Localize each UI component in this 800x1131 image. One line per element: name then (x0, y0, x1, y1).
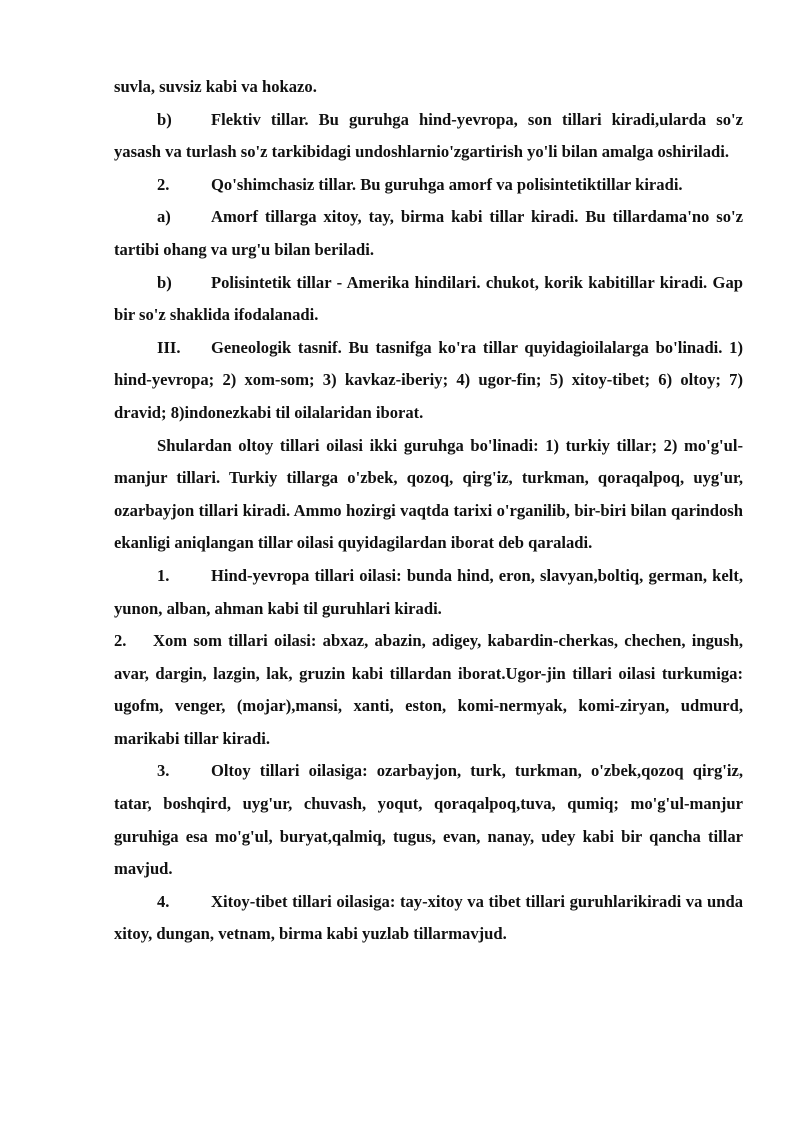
paragraph-amorf-tillar (114, 201, 743, 266)
paragraph-text: Geneologik tasnif. Bu tasnifga ko'ra tillar quyidagioilalarga bo'linadi. 1) hind-yevropa; 2) xom-som; 3) kavkaz-iberiy; 4) ugor-fin; 5) xitoy-tibet; 6) oltoy; 7) dravid; 8)indonezkabi til oilalaridan iborat. (114, 337, 743, 422)
paragraph-text: Oltoy tillari oilasiga: ozarbayjon, turk, turkman, o'zbek,qozoq qirg'iz, tatar, boshqird, uyg'ur, chuvash, yoqut, qoraqalpoq,tuva, qumiq; mo'g'ul-manjur guruhiga esa mo'g'ul, buryat,qalmiq, tugus, evan, nanay, udey kabi bir qancha tillar mavjud. (114, 761, 743, 879)
paragraph-text: Xom som tillari oilasi: abxaz, abazin, adigey, kabardin-cherkas, chechen, ingush, avar, dargin, lazgin, lak, gruzin kabi tillardan iborat.Ugor-jin tillari oilasi turkumiga: ugofm, venger, (mojar),mansi, xanti, eston, komi-nermyak, komi-ziryan, udmurd, marikabi tillar kiradi. (114, 631, 743, 748)
paragraph-text: Hind-yevropa tillari oilasi: bunda hind, eron, slavyan,boltiq, german, kelt, yunon, alban, ahman kabi til guruhlari kiradi. (114, 565, 743, 618)
paragraph-xitoy-tibet (114, 886, 743, 951)
list-marker: b) (157, 109, 172, 129)
paragraph-text: Shulardan oltoy tillari oilasi ikki guruhga bo'linadi: 1) turkiy tillar; 2) mo'g'ul-manjur tillari. Turkiy tillarga o'zbek, qozoq, qirg'iz, turkman, qoraqalpoq, uyg'ur, ozarbayjon tillari kiradi. Ammo hozirgi vaqtda tarixi o'rganilib, bir-biri bilan qarindosh ekanligi aniqlangan tillar oilasi quyidagilardan iborat deb qaraladi. (114, 435, 743, 553)
paragraph-oltoy-guruhlar (114, 430, 743, 560)
paragraph-text: Flektiv tillar. Bu guruhga hind-yevropa, son tillari kiradi,ularda so'z yasash va turlash so'z tarkibidagi undoshlarnio'zgartirish yo'li bilan amalga oshiriladi. (114, 109, 743, 162)
paragraph-flektiv-tillar (114, 104, 743, 169)
list-marker: 2. (157, 174, 170, 194)
paragraph-hind-yevropa (114, 560, 743, 625)
list-marker: 1. (157, 565, 170, 585)
paragraph-qoshimchasiz-tillar (114, 169, 743, 202)
list-marker: b) (157, 272, 172, 292)
paragraph-xom-som (114, 625, 743, 755)
list-marker: a) (157, 207, 171, 227)
list-marker: III. (157, 337, 181, 357)
paragraph-polisintetik-tillar (114, 267, 743, 332)
paragraph-text: suvla, suvsiz kabi va hokazo. (114, 77, 317, 96)
paragraph-text: Amorf tillarga xitoy, tay, birma kabi tillar kiradi. Bu tillardama'no so'z tartibi ohang va urg'u bilan beriladi. (114, 207, 743, 259)
list-marker: 3. (157, 761, 170, 781)
paragraph-oltoy-tillari (114, 755, 743, 885)
paragraph-text: Polisintetik tillar - Amerika hindilari. chukot, korik kabitillar kiradi. Gap bir so'z shaklida ifodalanadi. (114, 272, 743, 325)
list-marker: 2. (114, 631, 127, 651)
paragraph-text: Qo'shimchasiz tillar. Bu guruhga amorf va polisintetiktillar kiradi. (211, 174, 683, 194)
paragraph-continuation (114, 71, 743, 104)
list-marker: 4. (157, 891, 170, 911)
paragraph-text: Xitoy-tibet tillari oilasiga: tay-xitoy va tibet tillari guruhlarikiradi va unda xitoy, dungan, vetnam, birma kabi yuzlab tillarmavjud. (114, 891, 743, 944)
paragraph-geneologik-tasnif (114, 332, 743, 430)
